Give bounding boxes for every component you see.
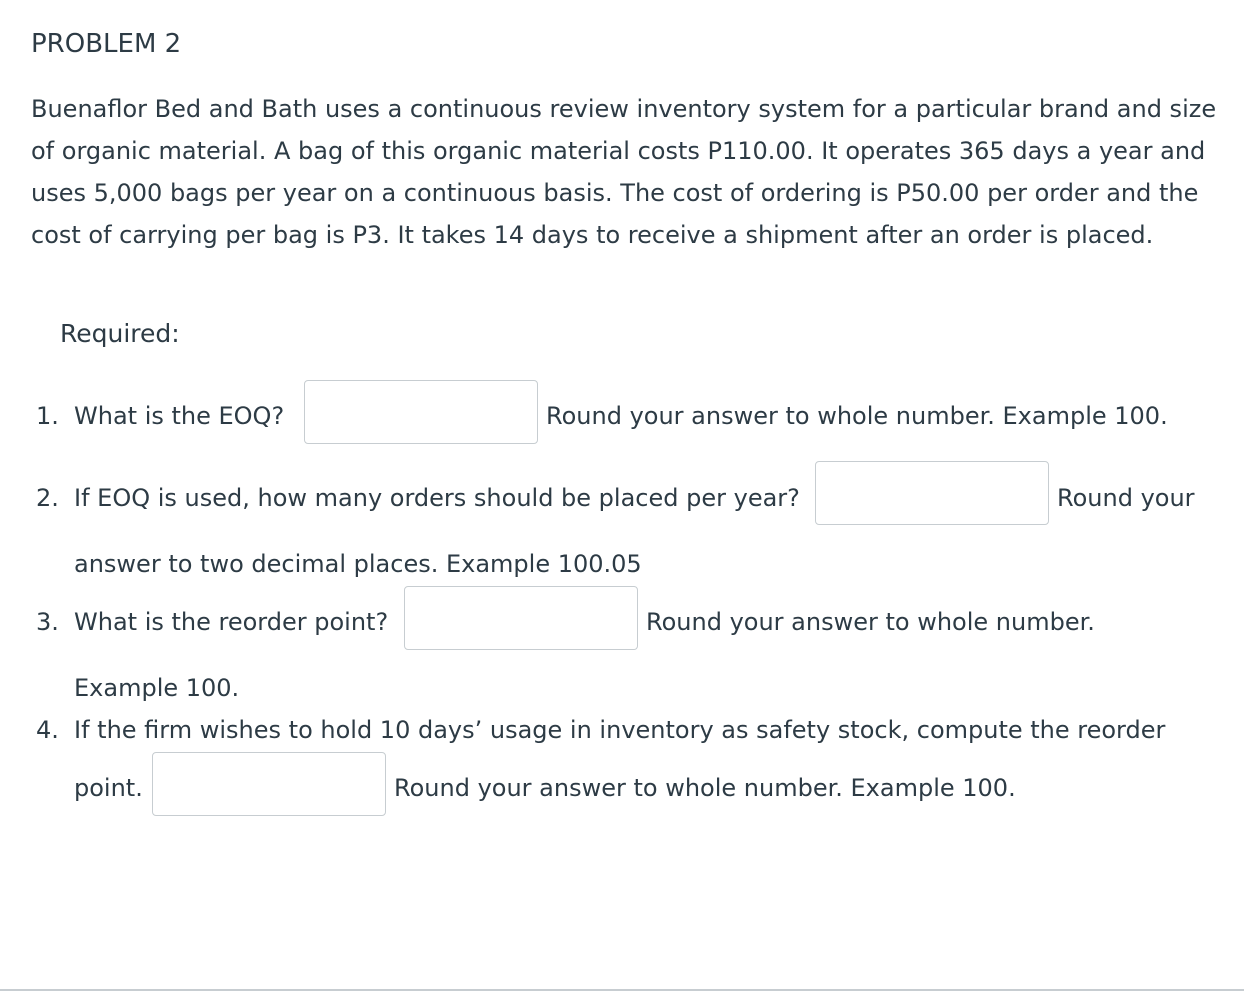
question-2-answer-input[interactable] <box>815 461 1049 525</box>
question-1-hint: Round your answer to whole number. Example 100. <box>546 402 1168 430</box>
required-label: Required: <box>60 319 180 348</box>
question-4-hint: Round your answer to whole number. Example 100. <box>394 774 1016 802</box>
question-1-prompt: What is the EOQ? <box>74 402 285 430</box>
question-3-hint-start: Round your answer to whole number. <box>646 608 1095 636</box>
question-2-prompt: If EOQ is used, how many orders should be placed per year? <box>74 484 800 512</box>
question-4-number: 4. <box>36 716 59 744</box>
question-3-number: 3. <box>36 608 59 636</box>
question-4-prompt-end: point. <box>74 774 143 802</box>
question-3-prompt: What is the reorder point? <box>74 608 389 636</box>
page-title: PROBLEM 2 <box>31 29 182 59</box>
question-2-hint-end: answer to two decimal places. Example 100.05 <box>74 550 642 578</box>
question-1-number: 1. <box>36 402 59 430</box>
question-3-answer-input[interactable] <box>404 586 638 650</box>
question-2-hint-start: Round your <box>1057 484 1195 512</box>
question-4-prompt-start: If the firm wishes to hold 10 days’ usage in inventory as safety stock, compute the reorder <box>74 716 1166 744</box>
problem-text: Buenaflor Bed and Bath uses a continuous review inventory system for a particular brand and size of organic material. A bag of this organic material costs P110.00. It operates 365 days a year and uses 5,000 bags per year on a continuous basis. The cost of ordering is P50.00 per order and the cost of carrying per bag is P3. It takes 14 days to receive a shipment after an order is placed. <box>31 95 1217 249</box>
question-3-hint-end: Example 100. <box>74 674 240 702</box>
question-1-answer-input[interactable] <box>304 380 538 444</box>
bottom-divider <box>0 989 1244 991</box>
question-4-answer-input[interactable] <box>152 752 386 816</box>
question-2-number: 2. <box>36 484 59 512</box>
